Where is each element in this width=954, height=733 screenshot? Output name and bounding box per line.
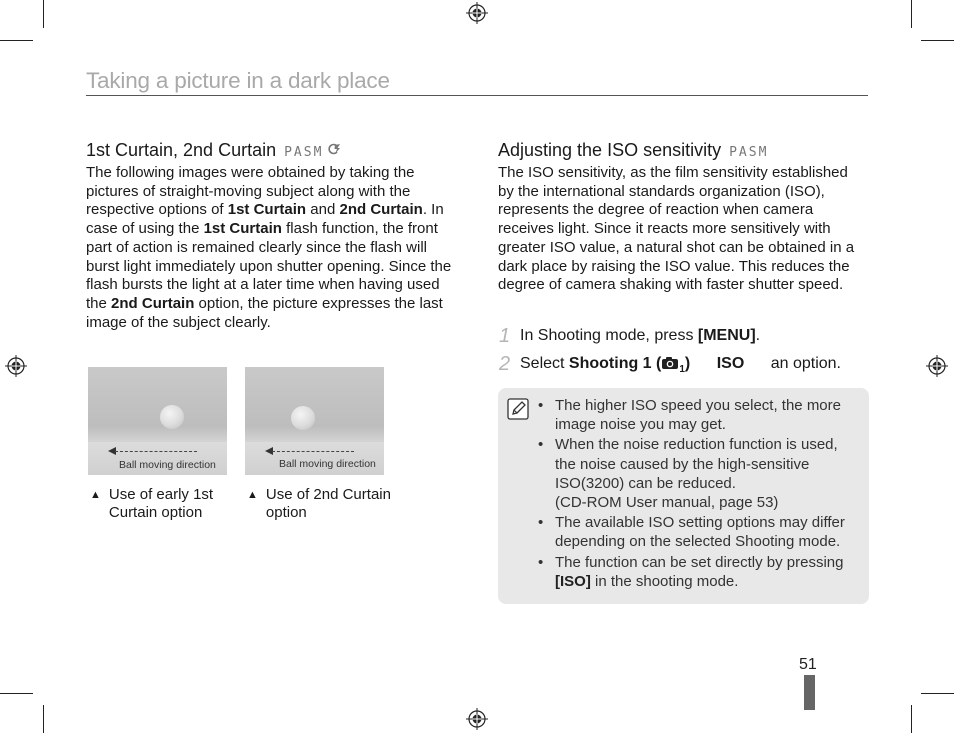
crop-mark-br-v — [911, 705, 912, 733]
heading-text: 1st Curtain, 2nd Curtain — [86, 140, 277, 160]
photo-label-1st — [90, 486, 230, 522]
page-number: 51 — [799, 656, 817, 673]
title-divider — [86, 95, 868, 96]
step-number: 2 — [499, 353, 511, 375]
paragraph-run: option, the picture expresses the last image of the subject clearly. — [86, 294, 443, 331]
step-1: In Shooting mode, press [MENU]. — [520, 327, 761, 344]
crop-mark-tl-v — [43, 0, 44, 28]
registration-mark-icon — [466, 2, 488, 24]
dashed-arrow — [272, 451, 354, 452]
photo-caption: Ball moving direction — [119, 459, 216, 471]
dashed-arrow — [115, 451, 197, 452]
crop-mark-br-h — [921, 693, 954, 694]
crop-mark-bl-h — [0, 693, 33, 694]
option-name: 2nd Curtain — [339, 201, 423, 219]
registration-mark-icon — [926, 355, 948, 377]
flash-curtain-icon — [328, 143, 341, 155]
note-list — [538, 396, 860, 592]
photo-label-text: Use of early 1st Curtain option — [108, 486, 214, 521]
shooting-modes: PASM — [284, 145, 324, 160]
camera-icon — [661, 356, 679, 370]
photo-label-2nd — [247, 486, 407, 522]
note-pencil-icon — [507, 398, 529, 420]
section-heading-iso — [498, 140, 768, 161]
ball-image — [160, 405, 184, 429]
triangle-up-icon: ▲ — [90, 489, 101, 501]
paragraph-run: and — [306, 201, 340, 219]
note-item: • When the noise reduction function is used, the noise caused by the high-sensitive ISO(3200) can be reduced. (CD-ROM User manual, page 53) — [538, 435, 860, 512]
page-title: Taking a picture in a dark place — [86, 68, 390, 93]
crop-mark-tr-v — [911, 0, 912, 28]
option-name: 1st Curtain — [203, 220, 282, 238]
crop-mark-tl-h — [0, 40, 33, 41]
triangle-up-icon: ▲ — [247, 489, 258, 501]
option-name: 1st Curtain — [227, 201, 307, 219]
option-name: 2nd Curtain — [111, 294, 195, 312]
photo-caption: Ball moving direction — [279, 458, 376, 470]
paragraph-run: The following images were obtained by taking the pictures of straight-moving subject along with the respective options of — [86, 164, 415, 219]
note-item: • The available ISO setting options may differ depending on the selected Shooting mode. — [538, 513, 860, 551]
curtain-description — [86, 164, 458, 332]
crop-mark-bl-v — [43, 705, 44, 733]
ball-image — [291, 406, 315, 430]
registration-mark-icon — [466, 708, 488, 730]
heading-text: Adjusting the ISO sensitivity — [498, 140, 722, 160]
photo-2nd-curtain — [245, 367, 384, 475]
step-2: Select Shooting 1 ( $_1$) ISO an option. — [520, 355, 841, 376]
shooting-modes: PASM — [729, 145, 769, 160]
page-tab-marker — [804, 675, 815, 710]
crop-mark-tr-h — [921, 40, 954, 41]
note-item: • The higher ISO speed you select, the more image noise you may get. — [538, 396, 860, 434]
registration-mark-icon — [5, 355, 27, 377]
photo-label-text: Use of 2nd Curtain option — [265, 486, 391, 521]
note-item: • The function can be set directly by pressing [ISO] in the shooting mode. — [538, 553, 860, 591]
paragraph-run: . In case of using the — [86, 201, 444, 238]
section-heading-curtain — [86, 140, 341, 161]
paragraph-run: flash function, the front part of action is remained clearly since the flash will burst light immediately upon shutter opening. Since the flash bursts the light at a later time when having used the — [86, 220, 452, 312]
photo-1st-curtain — [88, 367, 227, 475]
iso-description: The ISO sensitivity, as the film sensitivity established by the international standards organization (ISO), represents the degree of reaction when camera receives light. Since it reacts more sensitively with greater ISO value, a natural shot can be obtained in a dark place by raising the ISO value. This reduces the degree of camera shaking with faster shutter speed. — [498, 164, 855, 294]
step-number: 1 — [499, 325, 511, 347]
